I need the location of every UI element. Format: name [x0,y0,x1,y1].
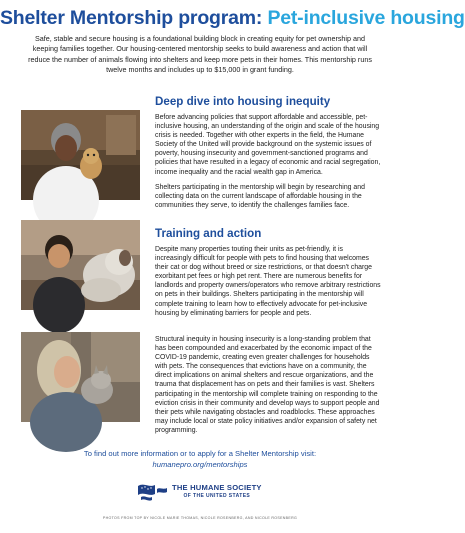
photo-credit: PHOTOS FROM TOP BY NICOLE MARIE THOMAS, NICOLE ROSENBERG, AND NICOLE ROSENBERG [102,516,298,520]
section-heading: Deep dive into housing inequity [155,95,331,108]
page-title [0,7,465,30]
photo-child-with-dog [21,220,140,310]
section-paragraph: Structural inequity in housing insecurity is a long-standing problem that has been compounded and exacerbated by the economic impact of the COVID-19 pandemic, creating even greater challenges for households with pets. The consequences that evictions have on a community, the direct implications on animal shelters and rescue organizations, and the trauma that displacement has on pets and their families is vast. Shelters participating in the mentorship will complete training on responding to the eviction crisis in their community and develop ways to support people and their pets while navigating obstacles and roadblocks. These approaches may include local or state policy initiatives and/or expansion of safety net programming. [155,336,380,434]
section-structural-inequity [155,335,381,441]
photo-woman-with-dog [21,110,140,200]
logo-line2: OF THE UNITED STATES [183,493,251,499]
section-paragraph: Despite many properties touting their units as pet-friendly, it is increasingly difficult for people with pets to find housing that welcomes their cat or dog without breed or size restrictions, or that doesn't charge exorbitant pet fees or high pet rent. There are numerous benefits for landlords and property owners/operators who remove arbitrary restrictions on pets in their buildings. Shelters participating in the mentorship will complete training to learn how to effectively advocate for pet-inclusive housing by eliminating barriers for people and pets. [155,246,381,317]
section-heading: Training and action [155,227,262,240]
logo-line1: THE HUMANE SOCIETY [172,483,262,492]
section-training-action [155,227,381,324]
cta-text: To find out more information or to apply for a Shelter Mentorship visit: [83,449,317,458]
section-paragraph: Shelters participating in the mentorship will begin by researching and collecting data on the current landscape of affordable housing in the communities they serve, to identify the challenges families face. [155,183,365,209]
logo-text [172,484,262,500]
intro-paragraph: Safe, stable and secure housing is a foundational building block in creating equity for pet ownership and keeping families together. Our housing-centered mentorship seeks to build awareness and action that will reduce the number of animals flowing into shelters and keep more pets in their homes. This mentorship runs twelve months and includes up to $15,000 in grant funding. [28,34,372,75]
title-accent: Pet-inclusive housing [267,7,465,29]
section-paragraph: Before advancing policies that support affordable and accessible, pet-inclusive housing, an understanding of the origin and scale of the housing crisis is needed. Together with other experts in the field, the Humane Society of the United will provide background on the systemic issues of poverty, housing insecurity and government-sanctioned programs and policies that have resulted in a legacy of economic and racial segregation, income inequality and the racial wealth gap in America. [155,114,381,176]
hsus-flag-logo-icon [137,482,169,502]
hsus-logo [137,481,287,503]
section-housing-inequity [155,95,381,216]
photo-woman-with-cat [21,332,140,422]
title-main: Shelter Mentorship program: [0,7,268,29]
mentorship-link[interactable]: humanepro.org/mentorships [152,459,248,469]
call-to-action [0,449,400,470]
